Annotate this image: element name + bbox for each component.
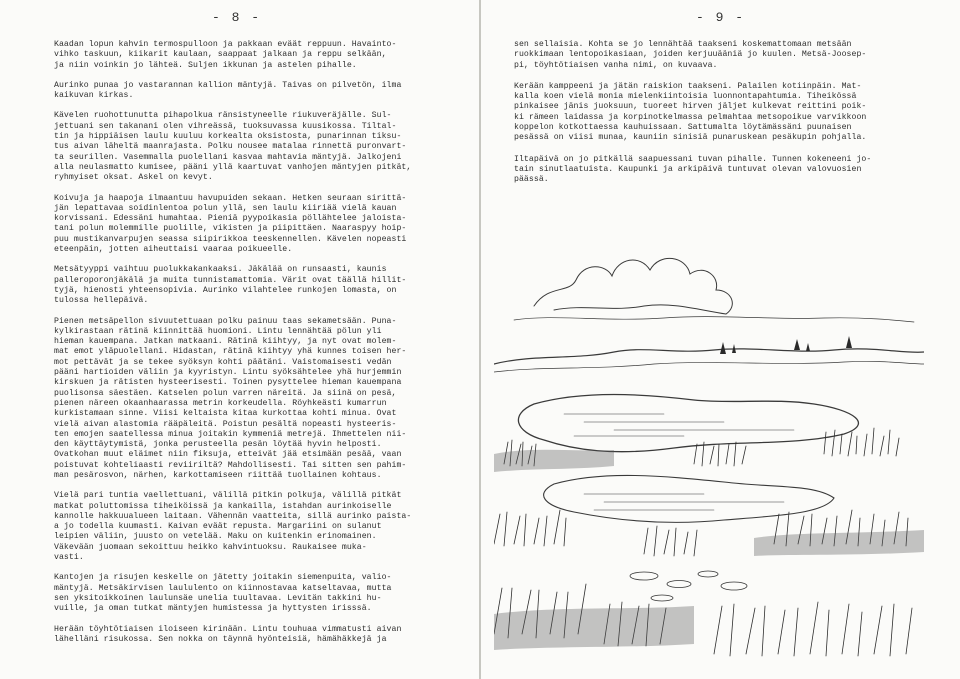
cloud-stroke — [534, 258, 732, 314]
paragraph: Iltapäivä on jo pitkällä saapuessani tuvan pihalle. Tunnen kokeneeni jo- tain sinutlaatuista. Kaupunki ja arkipäivä tuntuvat olevan valovuosien päässä. — [514, 154, 872, 185]
water-line — [564, 414, 794, 436]
paragraph: Metsätyyppi vaihtuu puolukkakankaaksi. Jäkälää on runsaasti, kaunis palleroporonjäkälä ja muita tunnistamattomia. Värit ovat täällä hillit- tyjä, hienosti yhteensopivia. Aurinko vilahtelee runkojen lomasta, on tulossa hellepäivä. — [54, 265, 407, 306]
lily-pads — [630, 571, 747, 601]
water-line — [584, 494, 784, 510]
paragraph: Pienen metsäpellon sivuutettuaan polku painuu taas sekametsään. Puna- kylkirastaan rätinä kiinnittää huomioni. Lintu lennähtää pölun yli hieman kauempana. Jatkan matkaani. Rätinä kiihtyy, ja nyt ovat molem- mat emot yläpuolellani. Hidastan, rätinä kiihtyy yhä kunnes toisen her- mot pettävät ja se tekee syöksyn kohti päätäni. Vaistomaisesti vedän pääni hartioiden väliin ja kyyristyn. Lintu syöksähtelee yhä hurjemmin kirskuen ja rätisten hysteerisesti. Toinen pysyttelee hieman kauempana puolisonsa säestäen. Katselen polun varren näreitä. Ja siinä on pesä, pienen näreen okaanhaarassa metrin korkeudella. Röyhkeästi kumarrun kurkistamaan sinne. Viisi keltaista kitaa kurkottaa kohti minua. Ovat vielä aivan alastomia rääpäleitä. Poistun pesältä nopeasti hysteeris- ten emojen saatellessa minua joitakin kymmeniä metrejä. Ihmettelen nii- den käyttäytymistä, jonka perusteella pesän löytää hyvin helposti. Ovatkohan muut eläimet niin fiksuja, etteivät jää etsimään pesää, vaan poistuvat kohteliaasti reviiriltä? Mahdollisesti. Tai sitten sen pahim- man pesärosvon, närhen, karkottamiseen riittää tuollainen kohtaus. — [54, 316, 407, 480]
cloud-stroke — [514, 317, 914, 322]
paragraph: Herään töyhtötiaisen iloiseen kirinään. Lintu touhuaa vimmatusti aivan lähelläni risukossa. Sen nokka on täynnä hyönteisiä, hämähäkkejä ja — [54, 624, 402, 644]
marsh-drawing — [494, 214, 924, 664]
paragraph: Vielä pari tuntia vaellettuani, välillä pitkin polkuja, välillä pitkät matkat poluttomissa tiheiköissä ja kankailla, istahdan aurinkoiselle kannolle hakkuualueen laitaan. Vähennän vaatteita, sillä aurinko paista- a jo todella kuumasti. Kaivan eväät repusta. Margariini on sulanut leipien väliin, juusto on vetelää. Maku on kuitenkin erinomainen. Väkevään juomaan sekoittuu heikko kahvintuoksu. Raukaisee muka- vasti. — [54, 491, 412, 563]
page-number-right: - 9 - — [696, 10, 746, 25]
page-number-left: - 8 - — [212, 10, 262, 25]
paragraph: Koivuja ja haapoja ilmaantuu havupuiden sekaan. Hetken seuraan sirittä- jän lepattavaa soidinlentoa polun yllä, sen laulu kiiriää vielä kauan korvissani. Edessäni humahtaa. Pieniä pyypoikasia pöllähtelee jaloista- tani polun molemmille puolille, vikisten ja piipittäen. Naaraspyy hoip- puu mustikanvarpujen seassa siipirikkoa teeskennellen. Kävelen nopeasti eteenpäin, jotten aiheuttaisi vaaraa poikueelle. — [54, 193, 407, 255]
far-shore — [494, 361, 924, 372]
paragraph: Aurinko punaa jo vastarannan kallion mäntyjä. Taivas on pilvetön, ilma kaikuvan kirkas. — [54, 80, 402, 101]
distant-trees — [720, 336, 852, 354]
right-page — [480, 0, 960, 679]
cloud-stroke — [554, 305, 726, 314]
marsh-lake-illustration — [494, 214, 924, 664]
paragraph: Kantojen ja risujen keskelle on jätetty joitakin siemenpuita, valio- mäntyjä. Metsäkirvisen laululento on kiinnostavaa katseltavaa, mutta sen yksitoikkoinen laulunsäe unelia tuultavaa. Levitän takkini hu- vuille, ja oman tutkat mäntyjen humistessa ja hyttysten irisssä. — [54, 573, 392, 614]
paragraph: Kävelen ruohottunutta pihapolkua ränsistyneelle riukuveräjälle. Sul- jettuani sen takanani olen vihreässä, tuoksuvassa kuusikossa. Tiltal- tin ja hippiäisen laulu kuuluu korkealta oksistosta, punarinnan tiksu- tus aivan läheltä maanrajasta. Polku nousee matalaa rinnettä puronvart- ta seurillen. Vasemmalla puolellani kasvaa mahtavia mäntyjä. Jalkojeni alla neulasmatto kumisee, pääni yllä kaartuvat vanhojen mäntyjen pitkät, ryhmyiset oksat. Askel on kevyt. — [54, 111, 412, 183]
lake-outline — [544, 475, 834, 522]
marsh-shading — [494, 450, 924, 650]
paragraph: Kerään kamppeeni ja jätän raiskion taakseni. Palailen kotiinpäin. Mat- kalla koen vielä monia mielenkiintoisia luonnontapahtumia. Tiheikössä pinkaisee jänis juoksuun, tuoreet hirven jäljet kulkevat reittini poik- ki rämeen laidassa ja korpinotkelmassa pelmahtaa metsopoikue varvikkoon koppelon kotkottaessa kauhuissaan. Sattumalta löytämässäni puunaisen pesässä on viisi munaa, kauniin sinisiä punaruskean pesäkupin pohjalla. — [514, 81, 867, 143]
lake-outline — [518, 395, 858, 452]
paragraph: Kaadan lopun kahvin termospulloon ja pakkaan eväät reppuun. Havainto- vihko taskuun, kiikarit kaulaan, saappaat jalkaan ja reppu selkään, ja niin voinkin jo lähteä. Suljen ikkunan ja astelen pihalle. — [54, 40, 397, 70]
paragraph: sen sellaisia. Kohta se jo lennähtää taakseni koskemattomaan metsään ruokkimaan lentopoikasiaan, joiden kerjuuääniä jo kuulen. Metsä-Joosep- pi, töyhtötiaisen vanha nimi, on kuvaava. — [514, 40, 867, 70]
